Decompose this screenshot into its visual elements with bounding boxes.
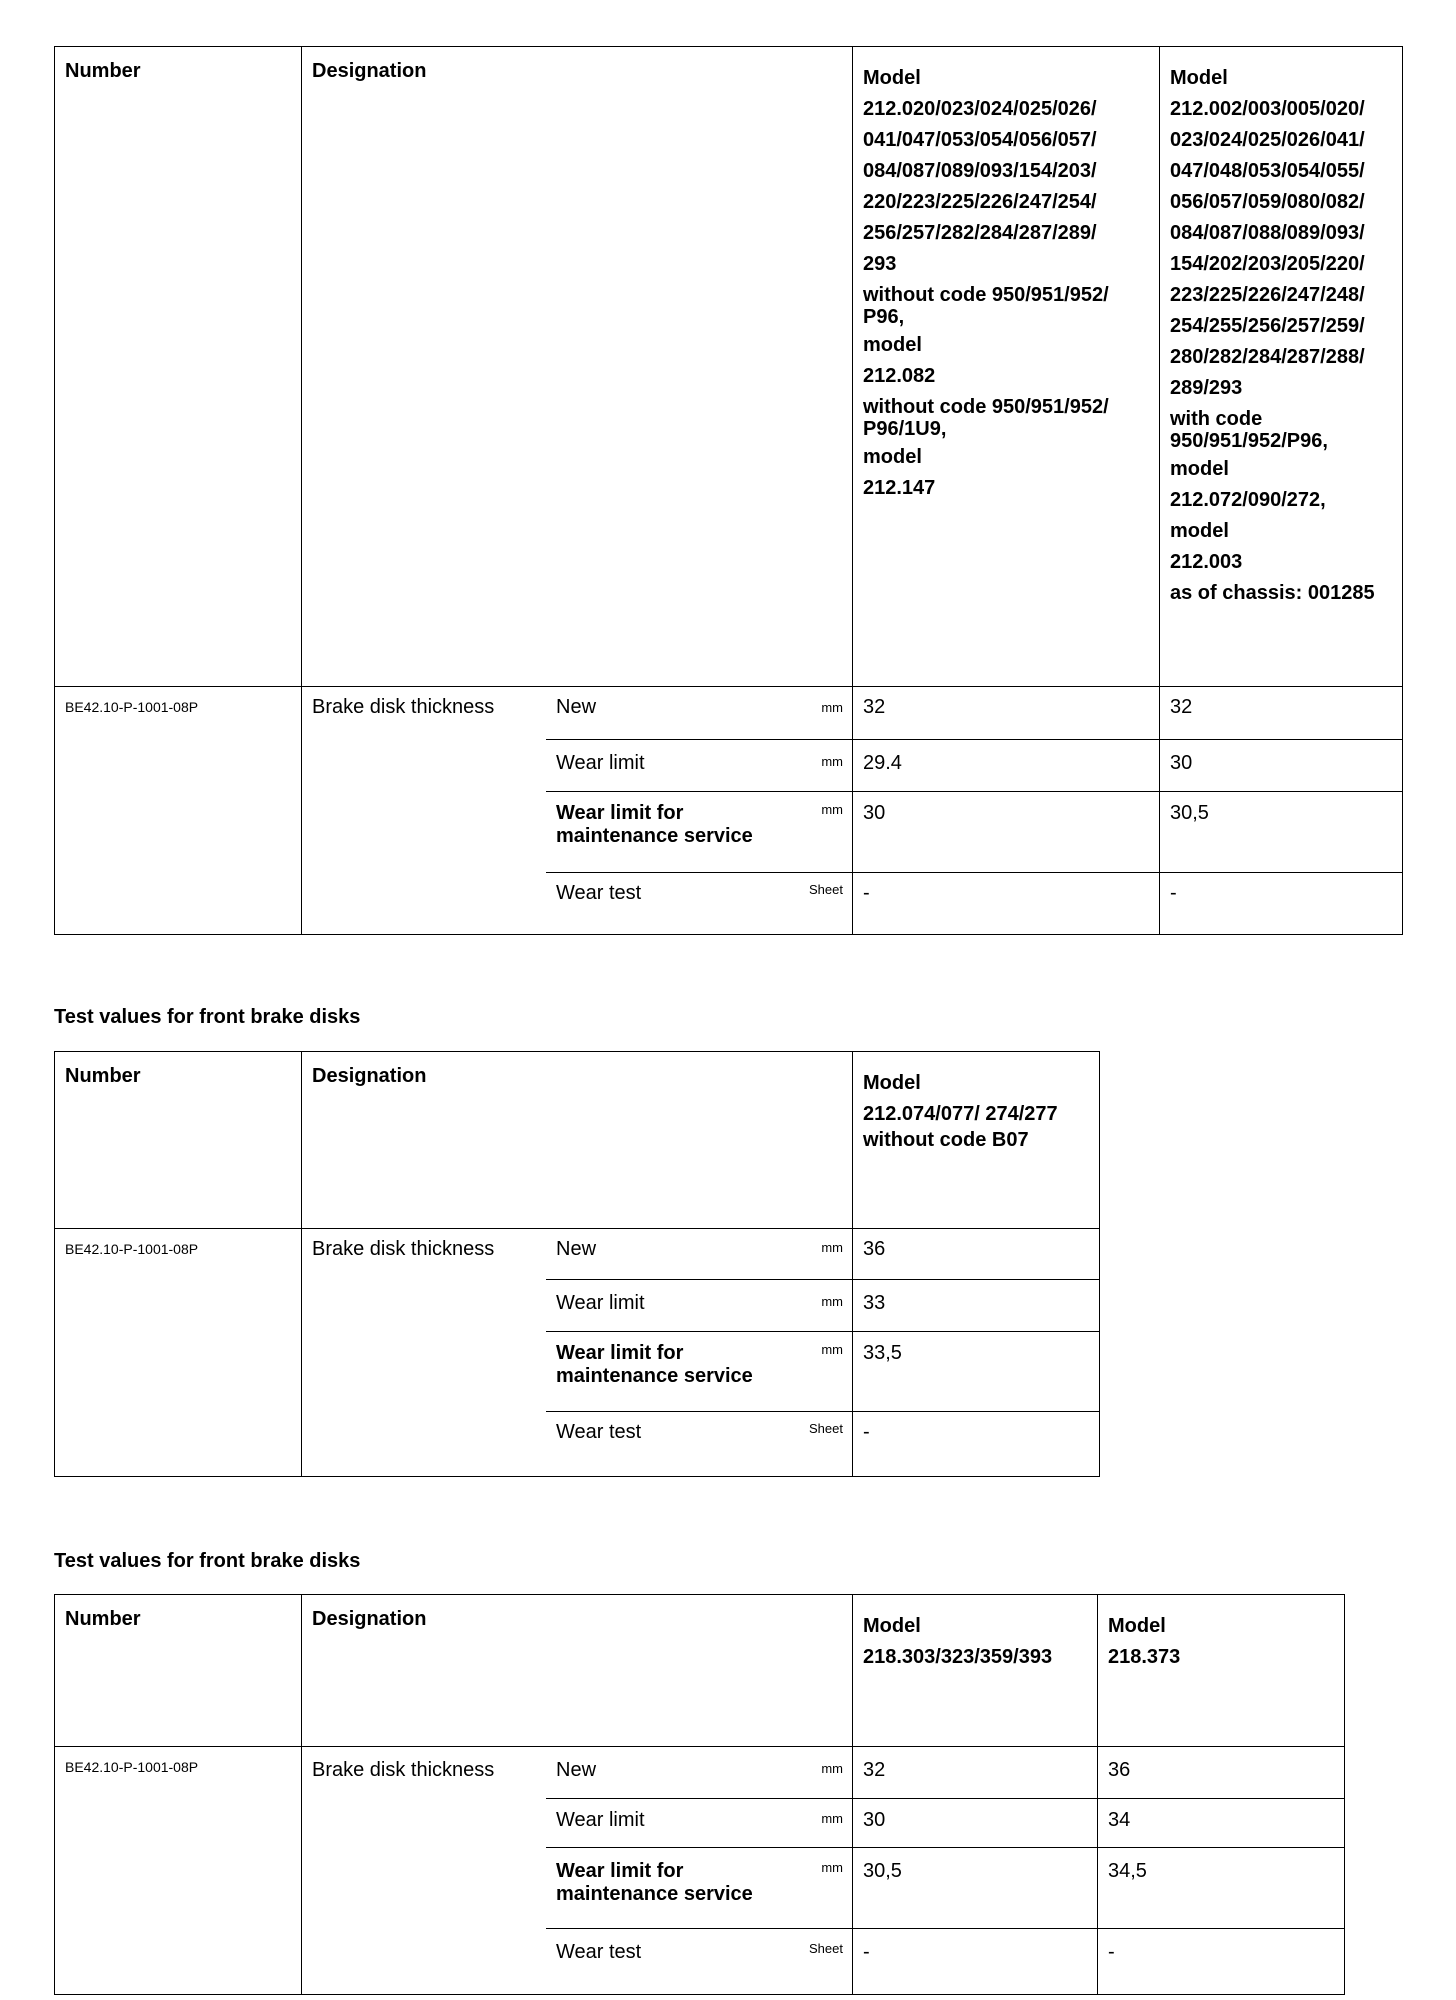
value-wear-limit-maintenance: 30 — [863, 801, 886, 824]
row-label: Wear limit — [556, 751, 645, 774]
row-label: Wear test — [556, 881, 642, 904]
value-wear-limit-maintenance: 30,5 — [1170, 801, 1209, 824]
unit: mm — [821, 700, 843, 715]
value-wear-test: - — [863, 1420, 870, 1443]
row-label: Wear limit — [556, 1808, 645, 1831]
row-label: Wear test — [556, 1940, 642, 1963]
value-wear-limit: 30 — [1170, 751, 1193, 774]
row-label: New — [556, 1759, 597, 1781]
section-caption: Test values for front brake disks — [54, 1006, 361, 1028]
values-col — [853, 1747, 1097, 1994]
row-label: Wear test — [556, 1420, 642, 1443]
part-number: BE42.10-P-1001-08P — [65, 699, 199, 715]
model-header: Model 218.373 — [1108, 1615, 1181, 1668]
unit: Sheet — [809, 1420, 843, 1436]
unit: mm — [821, 1293, 843, 1309]
value-wear-limit: 34 — [1108, 1808, 1131, 1831]
model-header: Model 212.020/023/024/025/026/ 041/047/053/054/056/057/ 084/087/089/093/154/203/ 220/223/225/226/247/254/ 256/257/282/284/287/289/ 293 without code 950/951/952/ P96, model 212.082 without code 950/951/952/ P96/1U9, model 212.147 — [863, 67, 1109, 499]
spec-table-2 — [54, 1051, 1100, 1477]
unit: mm — [821, 1761, 843, 1776]
designation-header: Designation — [312, 1065, 427, 1087]
number-header: Number — [65, 1065, 141, 1087]
designation-value: Brake disk thickness — [312, 696, 495, 718]
unit: mm — [821, 1810, 843, 1826]
unit: mm — [821, 1859, 843, 1875]
row-label: Wear limit for maintenance service — [556, 1341, 753, 1387]
designation-value: Brake disk thickness — [312, 1759, 495, 1781]
values-col — [1098, 1747, 1344, 1994]
unit: mm — [821, 1341, 843, 1357]
model-header: Model 218.303/323/359/393 — [863, 1615, 1053, 1668]
designation-header: Designation — [312, 1608, 427, 1630]
value-new: 32 — [863, 696, 886, 718]
unit: mm — [821, 801, 843, 817]
value-wear-limit: 33 — [863, 1291, 886, 1314]
designation-subtable — [302, 1747, 853, 1964]
designation-value: Brake disk thickness — [312, 1238, 495, 1260]
section-caption: Test values for front brake disks — [54, 1550, 361, 1572]
number-header: Number — [65, 60, 141, 82]
value-wear-limit-maintenance: 34,5 — [1108, 1859, 1147, 1882]
part-number: BE42.10-P-1001-08P — [65, 1759, 199, 1775]
value-wear-test: - — [863, 1940, 870, 1963]
row-label: Wear limit for maintenance service — [556, 1859, 753, 1905]
value-wear-test: - — [1170, 881, 1177, 904]
value-wear-test: - — [1108, 1940, 1115, 1963]
designation-header: Designation — [312, 60, 427, 82]
unit: mm — [821, 1240, 843, 1255]
row-label: New — [556, 696, 597, 718]
designation-subtable — [302, 1229, 853, 1444]
value-wear-limit-maintenance: 33,5 — [863, 1341, 902, 1364]
value-wear-test: - — [863, 881, 870, 904]
value-new: 32 — [1170, 696, 1193, 718]
spec-table-3 — [54, 1594, 1345, 1995]
part-number: BE42.10-P-1001-08P — [65, 1241, 199, 1257]
unit: Sheet — [809, 881, 843, 897]
unit: Sheet — [809, 1940, 843, 1956]
value-new: 32 — [863, 1759, 886, 1781]
row-label: New — [556, 1238, 597, 1260]
values-col — [853, 1229, 1099, 1476]
row-label: Wear limit — [556, 1291, 645, 1314]
unit: mm — [821, 753, 843, 769]
values-col — [853, 687, 1159, 934]
values-col — [1160, 687, 1402, 934]
value-wear-limit: 30 — [863, 1808, 886, 1831]
value-new: 36 — [1108, 1759, 1131, 1781]
model-header: Model 212.074/077/ 274/277 without code B07 — [863, 1072, 1058, 1151]
value-new: 36 — [863, 1238, 886, 1260]
model-header: Model 212.002/003/005/020/ 023/024/025/026/041/ 047/048/053/054/055/ 056/057/059/080/082/ 084/087/088/089/093/ 154/202/203/205/220/ 223/225/226/247/248/ 254/255/256/257/259/ 280/282/284/287/288/ 289/293 with code 950/951/952/P96, model 212.072/090/272, model 212.003 as of chassis: 001285 — [1170, 67, 1375, 604]
value-wear-limit: 29.4 — [863, 751, 902, 774]
value-wear-limit-maintenance: 30,5 — [863, 1859, 902, 1882]
row-label: Wear limit for maintenance service — [556, 801, 753, 847]
designation-subtable — [302, 687, 853, 905]
number-header: Number — [65, 1608, 141, 1630]
spec-table-1 — [54, 46, 1403, 935]
